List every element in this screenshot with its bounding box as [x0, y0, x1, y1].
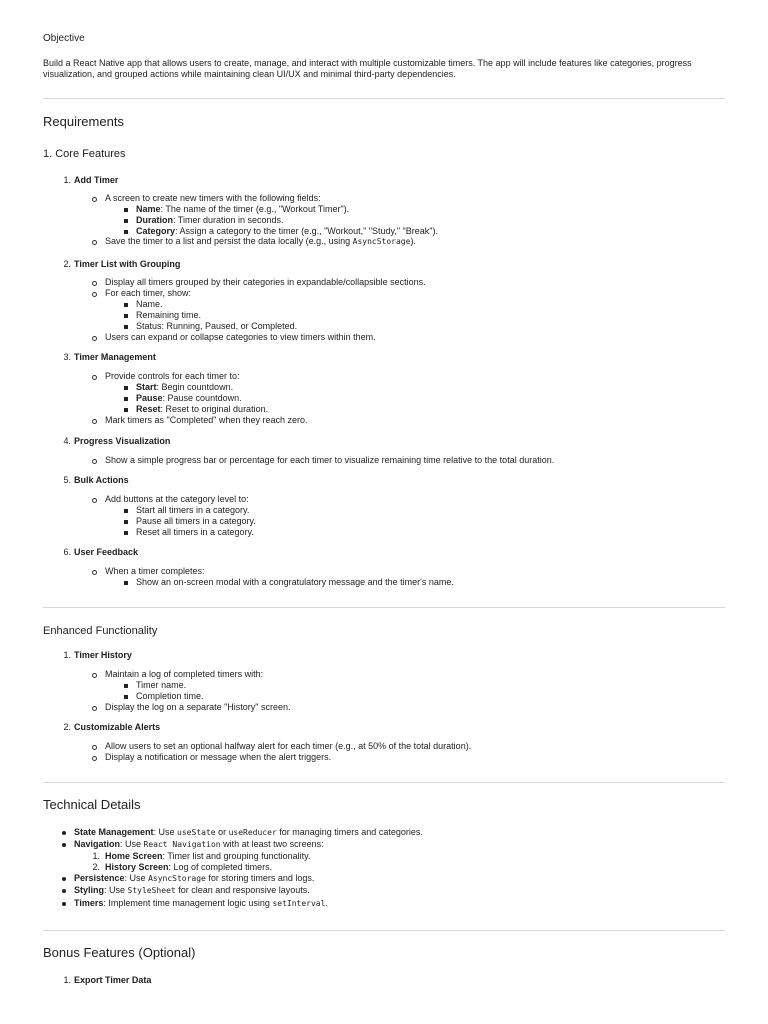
- list-item: Pause: Pause countdown.: [136, 393, 242, 403]
- list-item: Display all timers grouped by their categories in expandable/collapsible sections.: [105, 277, 426, 287]
- list-item: Timers: Implement time management logic using setInterval.: [74, 898, 328, 908]
- list-item: Users can expand or collapse categories to view timers within them.: [105, 332, 376, 342]
- square-bullet-icon: [124, 386, 128, 390]
- requirements-heading: Requirements: [43, 114, 124, 129]
- list-item: Provide controls for each timer to:: [105, 371, 240, 381]
- circle-bullet-icon: [92, 498, 97, 503]
- square-bullet-icon: [124, 408, 128, 412]
- list-item: Reset: Reset to original duration.: [136, 404, 269, 414]
- list-item: A screen to create new timers with the following fields:: [105, 193, 321, 203]
- square-bullet-icon: [124, 531, 128, 535]
- square-bullet-icon: [124, 509, 128, 513]
- list-item: Show a simple progress bar or percentage for each timer to visualize remaining time relative to the total duration.: [105, 455, 555, 465]
- square-bullet-icon: [124, 581, 128, 585]
- add-timer-title: Add Timer: [74, 175, 119, 185]
- list-item: Start: Begin countdown.: [136, 382, 234, 392]
- circle-bullet-icon: [92, 375, 97, 380]
- list-item: When a timer completes:: [105, 566, 205, 576]
- bonus-features-heading: Bonus Features (Optional): [43, 945, 196, 960]
- circle-bullet-icon: [92, 419, 97, 424]
- list-item: Styling: Use StyleSheet for clean and responsive layouts.: [74, 885, 310, 895]
- dot-bullet-icon: [62, 889, 66, 893]
- circle-bullet-icon: [92, 706, 97, 711]
- dot-bullet-icon: [62, 843, 66, 847]
- list-item: Completion time.: [136, 691, 204, 701]
- customizable-alerts-title: Customizable Alerts: [74, 722, 161, 732]
- list-item: Category: Assign a category to the timer (e.g., "Workout," "Study," "Break").: [136, 226, 438, 236]
- square-bullet-icon: [124, 314, 128, 318]
- bulk-actions-title: Bulk Actions: [74, 475, 129, 485]
- list-item: Start all timers in a category.: [136, 505, 250, 515]
- list-number: 1.: [63, 650, 71, 660]
- list-number: 3.: [63, 352, 71, 362]
- divider: [43, 98, 725, 99]
- list-item: Timer name.: [136, 680, 187, 690]
- square-bullet-icon: [124, 520, 128, 524]
- square-bullet-icon: [124, 219, 128, 223]
- list-item: Maintain a log of completed timers with:: [105, 669, 264, 679]
- dot-bullet-icon: [62, 831, 66, 835]
- square-bullet-icon: [124, 325, 128, 329]
- list-item: Mark timers as "Completed" when they reach zero.: [105, 415, 308, 425]
- square-bullet-icon: [124, 208, 128, 212]
- user-feedback-title: User Feedback: [74, 547, 139, 557]
- list-item: Show an on-screen modal with a congratulatory message and the timer's name.: [136, 577, 454, 587]
- list-item: Add buttons at the category level to:: [105, 494, 249, 504]
- list-item: Display a notification or message when the alert triggers.: [105, 752, 332, 762]
- list-item: Reset all timers in a category.: [136, 527, 254, 537]
- timer-management-title: Timer Management: [74, 352, 156, 362]
- circle-bullet-icon: [92, 197, 97, 202]
- list-item: Save the timer to a list and persist the data locally (e.g., using AsyncStorage).: [105, 236, 416, 246]
- objective-heading: Objective: [43, 33, 85, 44]
- list-number: 2.: [63, 259, 71, 269]
- circle-bullet-icon: [92, 756, 97, 761]
- timer-list-title: Timer List with Grouping: [74, 259, 181, 269]
- list-item: For each timer, show:: [105, 288, 192, 298]
- list-item: State Management: Use useState or useReducer for managing timers and categories.: [74, 827, 423, 837]
- square-bullet-icon: [124, 303, 128, 307]
- list-item: Navigation: Use React Navigation with at least two screens:: [74, 839, 324, 849]
- list-number: 1.: [63, 175, 71, 185]
- progress-visualization-title: Progress Visualization: [74, 436, 171, 446]
- list-item: Duration: Timer duration in seconds.: [136, 215, 284, 225]
- circle-bullet-icon: [92, 570, 97, 575]
- objective-text: Build a React Native app that allows users to create, manage, and interact with multiple customizable timers. The app will include features like categories, progress visualization, and grouped actions while maintaining clean UI/UX and minimal third-party dependencies.: [43, 58, 692, 79]
- circle-bullet-icon: [92, 240, 97, 245]
- timer-history-title: Timer History: [74, 650, 132, 660]
- list-item: Name.: [136, 299, 163, 309]
- list-number: 2.: [63, 722, 71, 732]
- list-item: Remaining time.: [136, 310, 202, 320]
- divider: [43, 607, 725, 608]
- dot-bullet-icon: [62, 877, 66, 881]
- core-features-heading: 1. Core Features: [43, 148, 126, 160]
- square-bullet-icon: [124, 230, 128, 234]
- list-item: Status: Running, Paused, or Completed.: [136, 321, 298, 331]
- circle-bullet-icon: [92, 745, 97, 750]
- export-timer-data-title: Export Timer Data: [74, 975, 152, 985]
- list-item: Home Screen: Timer list and grouping functionality.: [105, 851, 311, 861]
- list-item: Name: The name of the timer (e.g., "Workout Timer").: [136, 204, 350, 214]
- list-item: History Screen: Log of completed timers.: [105, 862, 273, 872]
- dot-bullet-icon: [62, 902, 66, 906]
- technical-details-heading: Technical Details: [43, 797, 141, 812]
- divider: [43, 782, 725, 783]
- list-number: 1.: [92, 851, 100, 861]
- list-item: Persistence: Use AsyncStorage for storing timers and logs.: [74, 873, 315, 883]
- square-bullet-icon: [124, 695, 128, 699]
- square-bullet-icon: [124, 397, 128, 401]
- list-number: 5.: [63, 475, 71, 485]
- list-number: 1.: [63, 975, 71, 985]
- list-number: 6.: [63, 547, 71, 557]
- list-item: Display the log on a separate "History" screen.: [105, 702, 291, 712]
- circle-bullet-icon: [92, 292, 97, 297]
- square-bullet-icon: [124, 684, 128, 688]
- circle-bullet-icon: [92, 336, 97, 341]
- list-number: 2.: [92, 862, 100, 872]
- divider: [43, 930, 725, 931]
- circle-bullet-icon: [92, 281, 97, 286]
- circle-bullet-icon: [92, 673, 97, 678]
- list-item: Pause all timers in a category.: [136, 516, 256, 526]
- list-number: 4.: [63, 436, 71, 446]
- list-item: Allow users to set an optional halfway alert for each timer (e.g., at 50% of the total duration).: [105, 741, 472, 751]
- circle-bullet-icon: [92, 459, 97, 464]
- enhanced-functionality-heading: Enhanced Functionality: [43, 625, 158, 637]
